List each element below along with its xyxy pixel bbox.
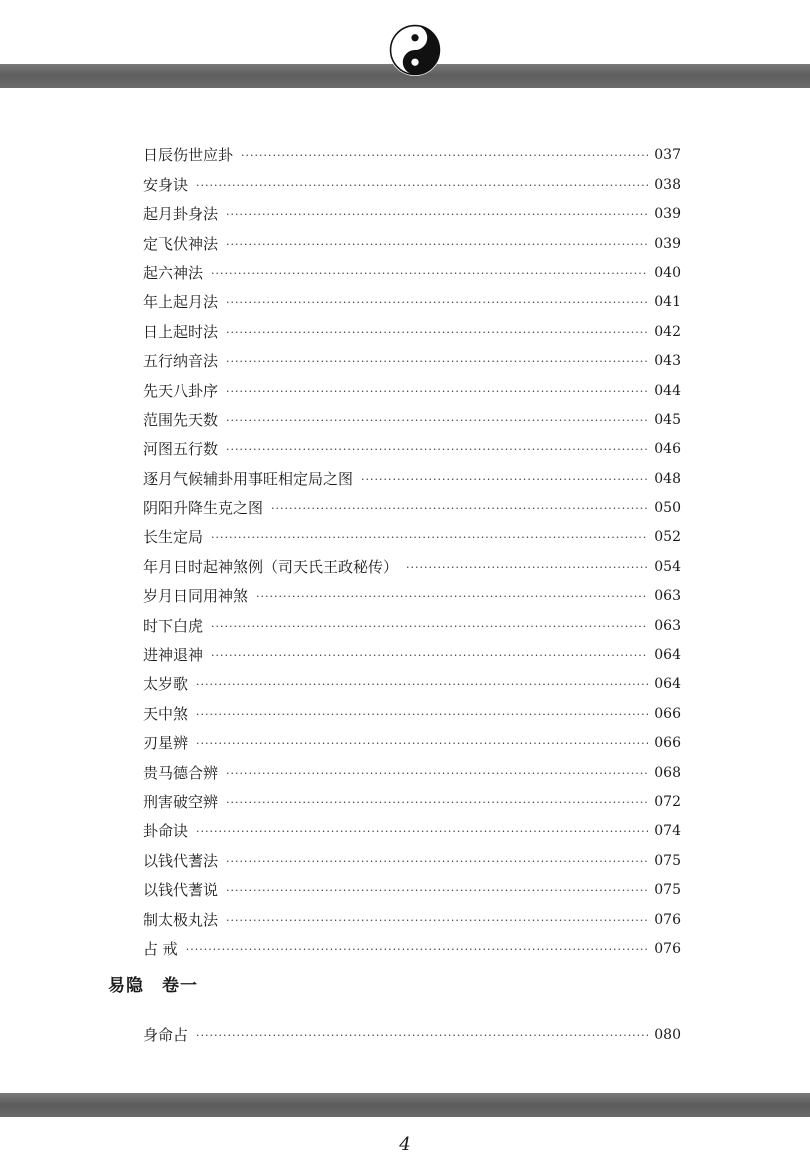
toc-entry-page: 075 [654,852,681,869]
toc-entry-title: 安身诀 [143,175,189,194]
dot-leader [211,528,648,548]
yin-yang-icon [389,24,441,76]
dot-leader [196,822,648,842]
toc-entry-title: 起六神法 [143,263,204,282]
dot-leader [226,293,648,313]
toc-entry-page: 074 [654,823,681,840]
dot-leader [226,235,648,255]
toc-entry-title: 贵马德合辨 [143,763,219,782]
toc-entry [143,313,681,342]
toc-entry [143,784,681,813]
toc-entry [143,754,681,783]
toc-entry [143,901,681,930]
dot-leader [211,264,648,284]
section-heading: 易隐 卷一 [108,976,198,996]
toc-entry-title: 年月日时起神煞例（司天氏王政秘传） [143,557,399,576]
toc-entry-title: 起月卦身法 [143,205,219,224]
toc-entry-title: 占 戒 [143,939,178,958]
toc-entry [143,813,681,842]
dot-leader [196,705,648,725]
toc-entry-title: 阴阳升降生克之图 [143,499,264,518]
toc-entry-title: 日辰伤世应卦 [143,146,234,165]
toc-entry-page: 048 [654,470,681,487]
toc-entry-page: 064 [654,676,681,693]
toc-entry [143,284,681,313]
toc-entry-title: 制太极丸法 [143,910,219,929]
toc-entry [143,137,681,166]
toc-entry [143,666,681,695]
toc-entry-page: 080 [654,1027,681,1044]
toc-entry-page: 045 [654,411,681,428]
dot-leader [226,382,648,402]
dot-leader [226,352,648,372]
dot-leader [226,205,648,225]
toc-entry-page: 044 [654,382,681,399]
toc-entry [143,196,681,225]
toc-entry-page: 037 [654,147,681,164]
toc-entry [143,460,681,489]
toc-entry-title: 逐月气候辅卦用事旺相定局之图 [143,469,354,488]
toc-entry-page: 075 [654,882,681,899]
toc-entry [143,1017,681,1046]
dot-leader [226,764,648,784]
toc-entry-page: 063 [654,617,681,634]
dot-leader [196,1026,648,1046]
toc-entry-title: 天中煞 [143,704,189,723]
footer-band [0,1093,810,1117]
toc-entry [143,431,681,460]
toc-entry [143,402,681,431]
toc-entry-page: 042 [654,323,681,340]
toc-entry-title: 刃星辨 [143,734,189,753]
dot-leader [226,440,648,460]
toc-entry [143,166,681,195]
dot-leader [226,852,648,872]
dot-leader [256,587,648,607]
dot-leader [271,499,648,519]
dot-leader [186,940,648,960]
toc-entry-page: 066 [654,705,681,722]
toc-entry-page: 072 [654,793,681,810]
toc-entry [143,548,681,577]
toc-entry [143,872,681,901]
toc-entry-page: 039 [654,235,681,252]
toc-entry [143,490,681,519]
toc-entry [143,519,681,548]
toc-entry-page: 046 [654,441,681,458]
toc-entry [143,637,681,666]
toc-entry-title: 先天八卦序 [143,381,219,400]
toc-entry [143,372,681,401]
dot-leader [226,911,648,931]
toc-entry-title: 定飞伏神法 [143,234,219,253]
toc-entry [143,607,681,636]
dot-leader [211,617,648,637]
toc-entry [143,255,681,284]
toc-entry-title: 太岁歌 [143,675,189,694]
toc-entry-page: 064 [654,647,681,664]
toc-entry-title: 年上起月法 [143,293,219,312]
toc-entry-page: 041 [654,294,681,311]
toc-entry-page: 076 [654,940,681,957]
toc-entry [143,695,681,724]
toc-entry-title: 五行纳音法 [143,352,219,371]
toc-entry [143,343,681,372]
toc-entry-page: 050 [654,500,681,517]
dot-leader [226,411,648,431]
toc-entry-title: 刑害破空辨 [143,792,219,811]
page-number: 4 [399,1134,411,1155]
dot-leader [196,675,648,695]
toc-entry-page: 054 [654,558,681,575]
toc-entry-title: 身命占 [143,1026,189,1045]
dot-leader [241,146,648,166]
toc-entry-title: 日上起时法 [143,322,219,341]
toc-entry-title: 时下白虎 [143,616,204,635]
toc-entry-page: 063 [654,588,681,605]
toc-entry-title: 卦命诀 [143,822,189,841]
section-table-of-contents [143,1017,681,1046]
table-of-contents [143,137,681,960]
toc-entry [143,931,681,960]
dot-leader [196,176,648,196]
dot-leader [361,470,648,490]
dot-leader [226,323,648,343]
toc-entry-page: 066 [654,735,681,752]
toc-entry [143,225,681,254]
toc-entry-title: 以钱代蓍说 [143,881,219,900]
toc-entry-title: 范围先天数 [143,410,219,429]
toc-entry [143,725,681,754]
toc-entry-page: 052 [654,529,681,546]
dot-leader [406,558,648,578]
toc-entry-page: 068 [654,764,681,781]
dot-leader [196,734,648,754]
toc-entry-page: 076 [654,911,681,928]
toc-entry-title: 以钱代蓍法 [143,851,219,870]
toc-entry-title: 长生定局 [143,528,204,547]
toc-entry [143,578,681,607]
dot-leader [226,881,648,901]
toc-entry-title: 河图五行数 [143,440,219,459]
toc-entry-page: 039 [654,206,681,223]
dot-leader [211,646,648,666]
toc-entry-title: 进神退神 [143,646,204,665]
dot-leader [226,793,648,813]
toc-entry-title: 岁月日同用神煞 [143,587,249,606]
toc-entry-page: 043 [654,353,681,370]
toc-entry [143,842,681,871]
toc-entry-page: 038 [654,176,681,193]
toc-entry-page: 040 [654,264,681,281]
